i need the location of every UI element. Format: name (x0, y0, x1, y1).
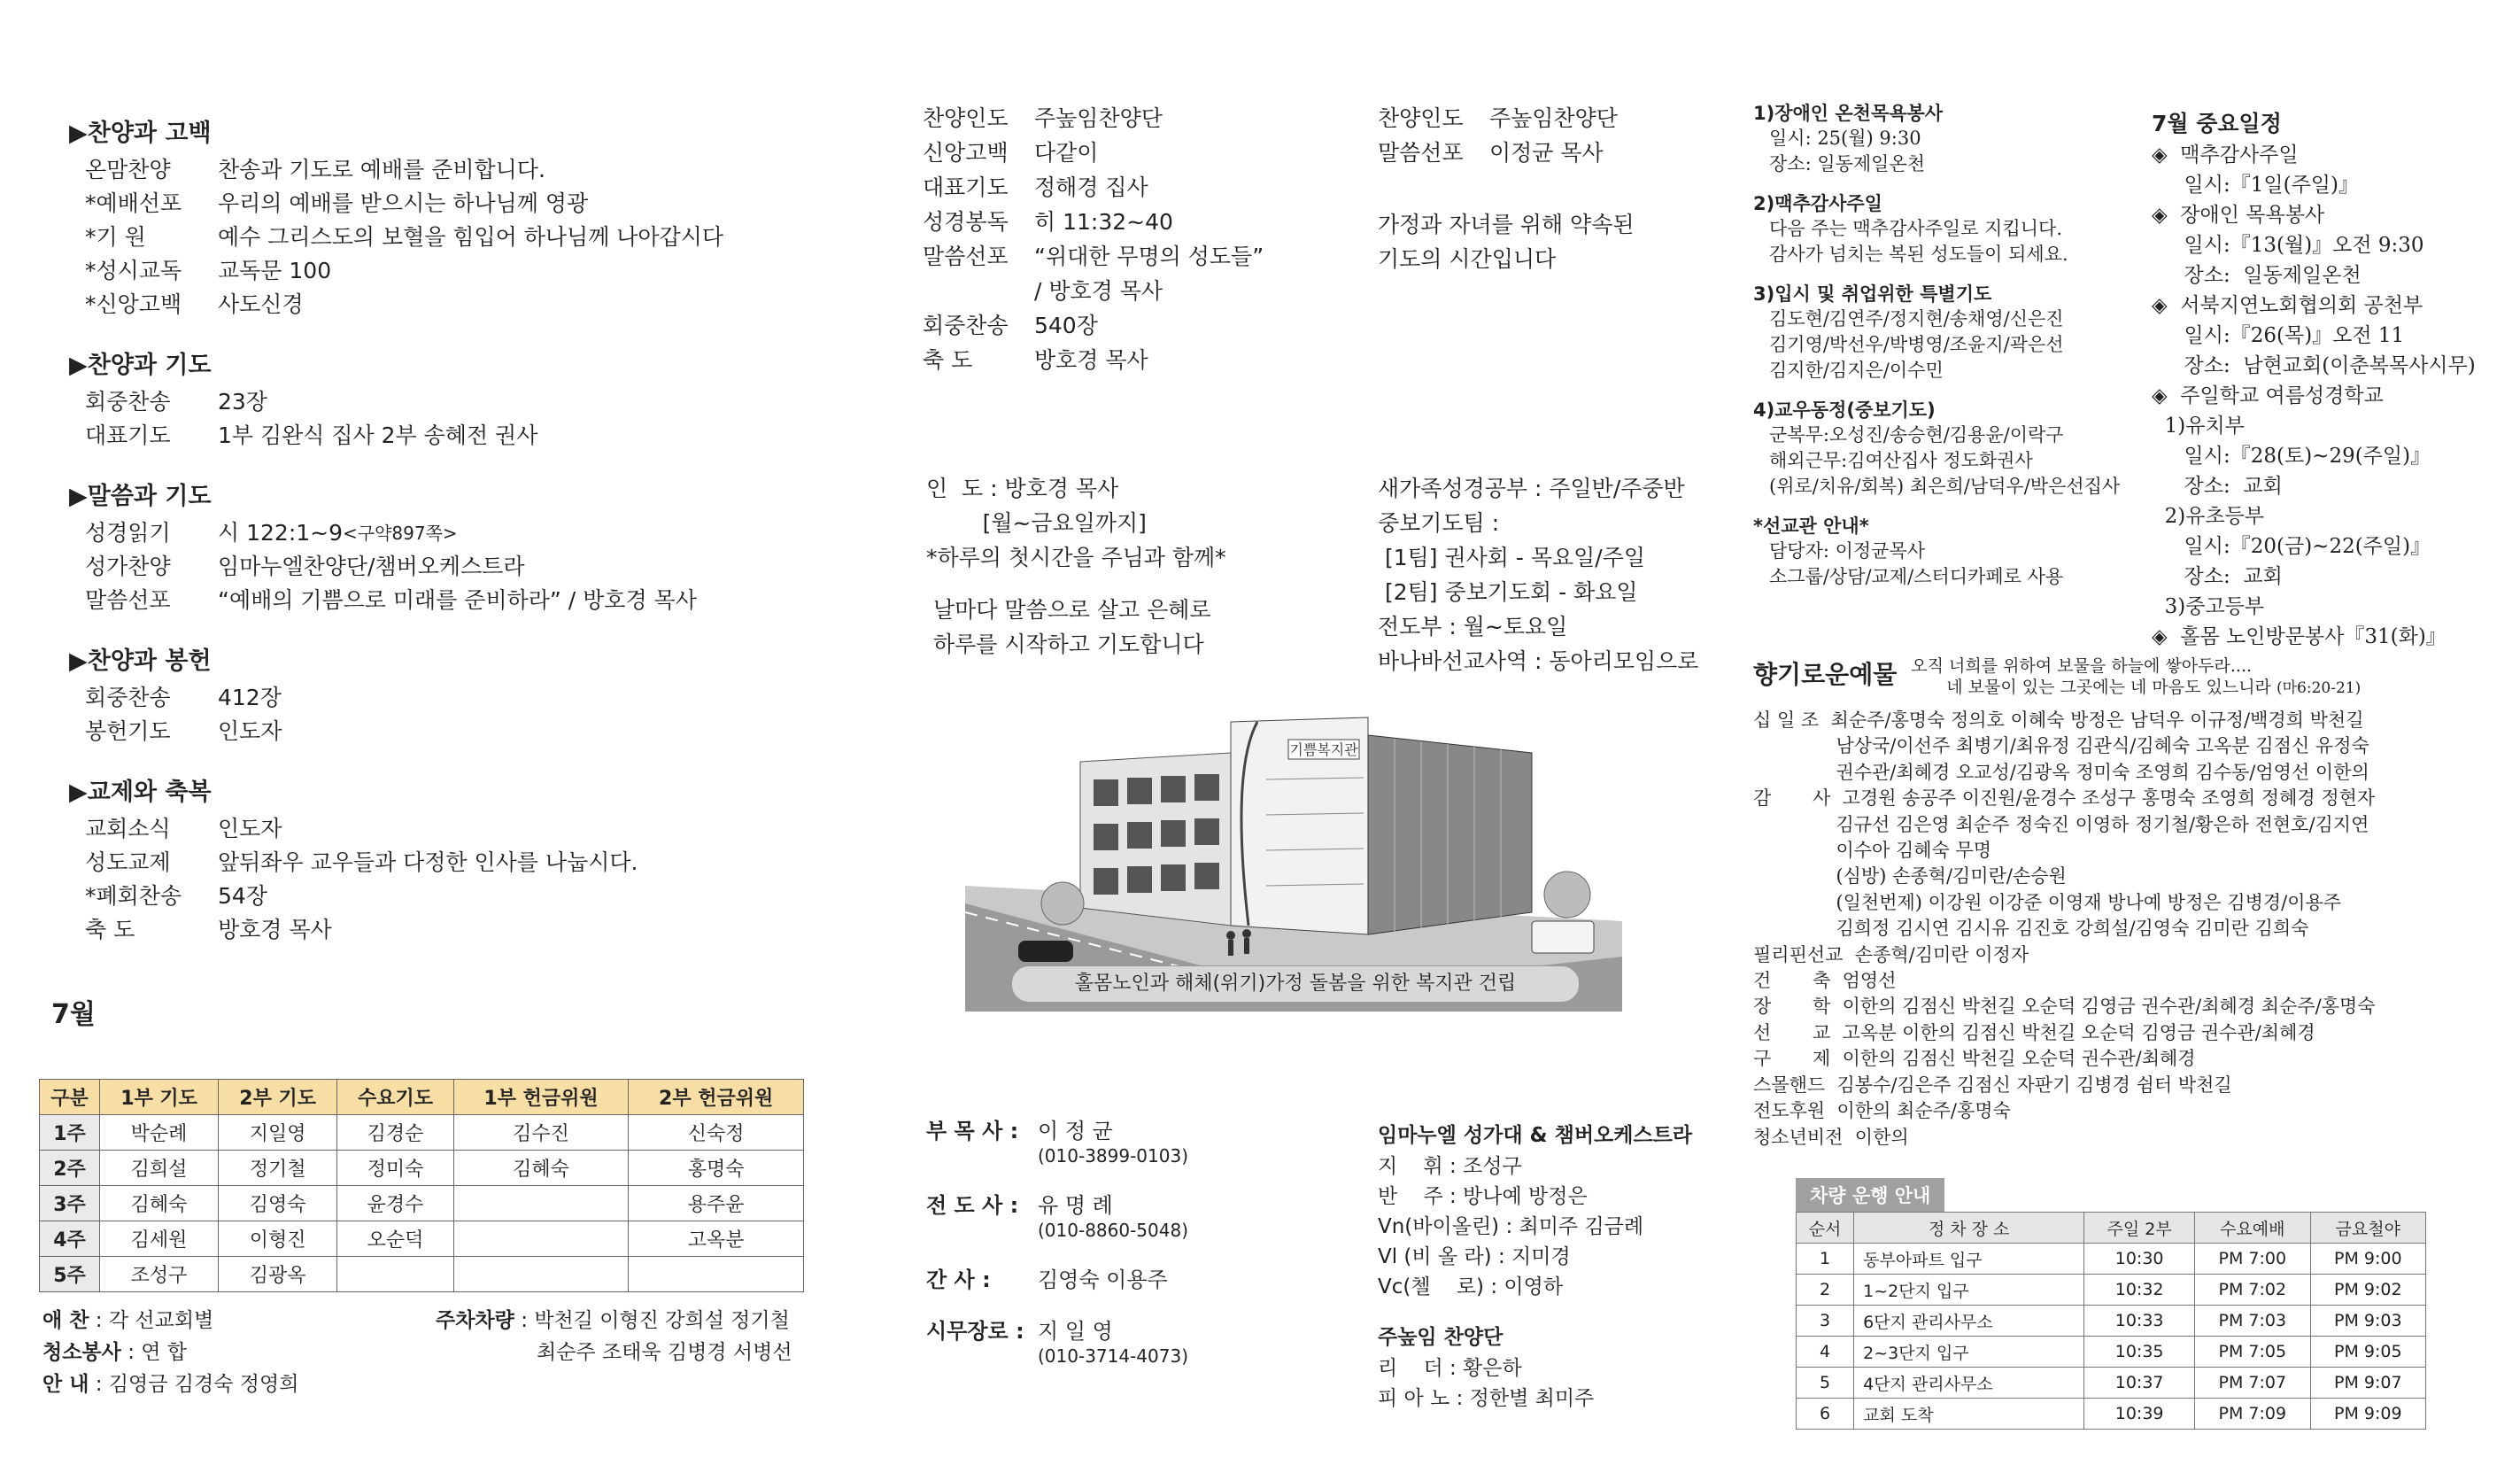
news-line: 감사가 넘치는 복된 성도들이 되세요. (1769, 244, 2068, 265)
bus-cell: 6단지 관리사무소 (1854, 1306, 2084, 1337)
bus-row (1797, 1399, 2426, 1430)
offering-verse: 오직 너희를 위하여 보물을 하늘에 쌓아두라.... (1911, 656, 2253, 676)
footer-value: : 각 선교회별 (95, 1309, 214, 1332)
duty-cell: 박순례 (100, 1115, 219, 1151)
church-news (1753, 99, 2125, 590)
order-row (69, 221, 723, 254)
offering-line: 구 제 이한의 김점신 박천길 오순덕 권수관/최혜경 (1753, 1048, 2196, 1070)
schedule-line: 장소: 교회 (2152, 475, 2283, 498)
order-row (923, 170, 1264, 205)
duty-cell: 김희설 (100, 1151, 219, 1186)
offering-line: 감 사 고경원 송공주 이진원/윤경수 조성구 홍명숙 조영희 정혜경 정현자 (1753, 787, 2376, 810)
order-value: 23장 (218, 389, 267, 415)
duty-cell: 홍명숙 (629, 1151, 804, 1186)
offering-line: 선 교 고옥분 이한의 김점신 박천길 오순덕 김영금 권수관/최혜경 (1753, 1021, 2315, 1043)
order-row (923, 205, 1264, 239)
staff-role: 부 목 사 : (926, 1119, 1019, 1143)
offering-line: 이수아 김혜숙 무명 (1753, 840, 1992, 862)
bus-cell: 10:35 (2084, 1337, 2195, 1368)
offering-line: 김희정 김시연 김시유 김진호 강희설/김영숙 김미란 김희숙 (1753, 918, 2309, 940)
july-schedule (2152, 108, 2476, 652)
praise-team-title: 주높임 찬양단 (1378, 1326, 1503, 1349)
staff-entry (926, 1192, 1188, 1242)
duty-cell: 이형진 (219, 1221, 337, 1257)
duty-header: 2부 헌금위원 (629, 1080, 804, 1115)
order-value: 주높임찬양단 (1489, 105, 1618, 131)
bus-table (1796, 1212, 2426, 1430)
shuttle-bus-schedule (1796, 1178, 2426, 1430)
bus-cell: PM 7:03 (2195, 1306, 2310, 1337)
duty-cell (453, 1257, 629, 1292)
worship-section (69, 345, 537, 453)
offering-title: 향기로운예물 (1753, 660, 1898, 689)
schedule-line: 장소: 남현교회(이춘복목사시무) (2152, 354, 2476, 377)
duty-cell: 김경순 (337, 1115, 454, 1151)
duty-cell: 김혜숙 (453, 1151, 629, 1186)
order-label: 대표기도 (923, 174, 1009, 200)
duty-cell: 정미숙 (337, 1151, 454, 1186)
staff-entry (926, 1318, 1188, 1368)
bus-header: 정 차 장 소 (1854, 1213, 2084, 1244)
staff-name: 김영숙 이용주 (1038, 1267, 1168, 1292)
dawn-prayer-info (926, 471, 1226, 662)
duty-cell: 김영숙 (219, 1186, 337, 1221)
order-row (69, 419, 537, 453)
order-label: 신앙고백 (923, 140, 1009, 166)
order-row (69, 254, 723, 288)
bus-cell: 10:37 (2084, 1368, 2195, 1399)
staff-line (926, 1267, 1188, 1293)
news-title: *선교관 안내* (1753, 515, 1869, 537)
duty-cell: 용주윤 (629, 1186, 804, 1221)
order-row (1378, 101, 1618, 136)
duty-cell: 김광옥 (219, 1257, 337, 1292)
dawn-line: 날마다 말씀으로 살고 은혜로 (926, 597, 1211, 623)
schedule-line: 일시:『1일(주일)』 (2152, 174, 2359, 197)
section-title: ▶찬양과 고백 (69, 120, 212, 147)
order-row (923, 136, 1264, 170)
duty-cell: 김혜숙 (100, 1186, 219, 1221)
order-row (69, 681, 282, 715)
schedule-line: 일시:『13(월)』오전 9:30 (2152, 234, 2424, 257)
bus-cell: 1~2단지 입구 (1854, 1275, 2084, 1306)
bus-cell: PM 7:09 (2195, 1399, 2310, 1430)
staff-list (926, 1118, 1188, 1392)
staff-phone: (010-3899-0103) (1038, 1145, 1189, 1167)
afternoon-service-order (1378, 101, 1618, 170)
duty-cell: 김수진 (453, 1115, 629, 1151)
staff-line (926, 1192, 1188, 1219)
order-row (69, 880, 638, 913)
staff-line (926, 1318, 1188, 1345)
duty-roster-table (39, 1079, 804, 1292)
worship-section (69, 641, 282, 748)
dawn-line: *하루의 첫시간을 주님과 함께* (926, 545, 1226, 570)
order-value: 히 11:32~40 (1034, 209, 1173, 235)
staff-name: 지 일 영 (1038, 1319, 1113, 1344)
order-label: 교회소식 (85, 816, 171, 841)
offering-list (1753, 655, 2506, 1151)
schedule-title: 7월 중요일정 (2152, 111, 2282, 136)
order-label: 회중찬송 (85, 685, 171, 710)
order-value: 우리의 예배를 받으시는 하나님께 영광 (218, 190, 589, 216)
bus-header: 수요예배 (2195, 1213, 2310, 1244)
group-line: [2팀] 중보기도회 - 화요일 (1378, 579, 1638, 605)
month-title: 7월 (51, 999, 96, 1030)
duty-cell (629, 1257, 804, 1292)
order-value: 54장 (218, 883, 267, 909)
welfare-center-illustration (965, 700, 1622, 1012)
section-title: ▶말씀과 기도 (69, 483, 212, 510)
order-value: 인도자 (218, 816, 282, 841)
choir-line: Vl (비 올 라) : 지미경 (1378, 1245, 1571, 1268)
order-note: <구약897쪽> (343, 523, 458, 544)
duty-header: 1부 헌금위원 (453, 1080, 629, 1115)
staff-entry (926, 1118, 1188, 1167)
duty-cell (337, 1257, 454, 1292)
order-row (923, 274, 1264, 308)
schedule-line: ◈ 서북지연노회협의회 공천부 (2152, 294, 2423, 317)
duty-row (40, 1115, 804, 1151)
bus-cell: 동부아파트 입구 (1854, 1244, 2084, 1275)
parking-label: 주차차량 (436, 1309, 514, 1332)
section-title: ▶찬양과 봉헌 (69, 647, 212, 675)
order-row (1378, 136, 1618, 170)
group-line: 전도부 : 월~토요일 (1378, 614, 1568, 639)
order-row (69, 715, 282, 748)
duty-cell: 정기철 (219, 1151, 337, 1186)
offering-verse-ref: (마6:20-21) (2276, 679, 2362, 697)
order-row (69, 288, 723, 322)
order-value: 다같이 (1034, 140, 1099, 166)
duty-cell: 신숙정 (629, 1115, 804, 1151)
schedule-line: 장소: 일동제일온천 (2152, 264, 2362, 287)
evening-service-order (923, 101, 1264, 377)
parking-line: : 박천길 이형진 강희설 정기철 (521, 1309, 790, 1332)
offering-line: 장 학 이한의 김점신 박천길 오순덕 김영금 권수관/최혜경 최순주/홍명숙 (1753, 996, 2376, 1018)
dawn-line (926, 575, 1226, 593)
bus-row (1797, 1368, 2426, 1399)
offering-line: (일천번제) 이강원 이강준 이영재 방나예 방정은 김병경/이용주 (1753, 891, 2342, 913)
news-line: 김지한/김지은/이수민 (1769, 360, 1944, 381)
offering-line: 스몰핸드 김봉수/김은주 김점신 자판기 김병경 쉼터 박천길 (1753, 1074, 2232, 1096)
bus-cell: 교회 도착 (1854, 1399, 2084, 1430)
duty-cell: 오순덕 (337, 1221, 454, 1257)
offering-line: 남상국/이선주 최병기/최유정 김관식/김혜숙 고옥분 김점신 유정숙 (1753, 735, 2369, 757)
order-label: 말씀선포 (1378, 140, 1464, 166)
duty-cell: 김세원 (100, 1221, 219, 1257)
duty-cell: 윤경수 (337, 1186, 454, 1221)
order-label: *예배선포 (85, 190, 182, 216)
worship-section (69, 772, 638, 947)
order-label: 말씀선포 (923, 244, 1009, 269)
news-title: 2)맥추감사주일 (1753, 193, 1882, 214)
news-line: 소그룹/상담/교제/스터디카페로 사용 (1769, 566, 2064, 587)
schedule-line: ◈ 장애인 목욕봉사 (2152, 204, 2325, 227)
news-line: 담당자: 이정균목사 (1769, 540, 1926, 562)
order-row (69, 846, 638, 880)
order-label: 성경읽기 (85, 520, 171, 546)
group-line: 중보기도팀 : (1378, 510, 1500, 536)
order-row (69, 584, 697, 617)
offering-line: 필리핀선교 손종혁/김미란 이정자 (1753, 943, 2029, 965)
building-sign-text: 기쁨복지관 (1289, 741, 1358, 758)
footer-value: : 김영금 김경숙 정영희 (95, 1373, 299, 1396)
bus-cell: PM 9:00 (2310, 1244, 2425, 1275)
order-row (923, 239, 1264, 274)
order-row (69, 187, 723, 221)
bus-row (1797, 1337, 2426, 1368)
order-row (69, 550, 697, 584)
staff-name: 유 명 례 (1038, 1193, 1113, 1218)
schedule-line: 3)중고등부 (2152, 595, 2265, 618)
bus-cell: 2 (1797, 1275, 1854, 1306)
schedule-line: ◈ 홀몸 노인방문봉사『31(화)』 (2152, 625, 2447, 648)
order-label: 찬양인도 (923, 105, 1009, 131)
news-line: 장소: 일동제일온천 (1769, 153, 1926, 174)
order-row (69, 385, 537, 419)
order-label: 봉헌기도 (85, 718, 171, 744)
offering-line: 청소년비전 이한의 (1753, 1126, 1909, 1148)
order-label: *폐회찬송 (85, 883, 182, 909)
order-row (923, 343, 1264, 377)
bus-cell: 2~3단지 입구 (1854, 1337, 2084, 1368)
bus-header: 금요철야 (2310, 1213, 2425, 1244)
duty-header: 수요기도 (337, 1080, 454, 1115)
bus-cell: 3 (1797, 1306, 1854, 1337)
order-row (69, 913, 638, 947)
order-label: 회중찬송 (923, 313, 1009, 338)
order-row (923, 101, 1264, 136)
praise-line: 피 아 노 : 정한별 최미주 (1378, 1387, 1595, 1410)
duty-header: 1부 기도 (100, 1080, 219, 1115)
bus-header: 주일 2부 (2084, 1213, 2195, 1244)
parking-duty (436, 1305, 792, 1368)
footer-label: 청소봉사 (43, 1341, 121, 1364)
order-row (69, 516, 697, 550)
offering-line: 건 축 엄영선 (1753, 970, 1897, 992)
order-value: 시 122:1~9 (218, 520, 343, 546)
duty-cell: 고옥분 (629, 1221, 804, 1257)
building-caption: 홀몸노인과 해체(위기)가정 돌봄을 위한 복지관 건립 (1011, 965, 1580, 1003)
offering-line: (심방) 손종혁/김미란/손승원 (1753, 865, 2067, 888)
bus-cell: PM 7:05 (2195, 1337, 2310, 1368)
staff-role: 시무장로 : (926, 1319, 1024, 1344)
worship-section (69, 113, 723, 322)
order-label: *성시교독 (85, 258, 182, 283)
order-value: 인도자 (218, 718, 282, 744)
staff-entry (926, 1267, 1188, 1293)
order-label: 회중찬송 (85, 389, 171, 415)
staff-name: 이 정 균 (1038, 1119, 1113, 1143)
schedule-line: 일시:『28(토)~29(주일)』 (2152, 445, 2431, 468)
worship-section (69, 477, 697, 617)
news-line: 김도현/김연주/정지현/송채영/신은진 (1769, 308, 2064, 329)
group-line: 바나바선교사역 : 동아리모임으로 (1378, 648, 1699, 674)
bus-cell: PM 9:09 (2310, 1399, 2425, 1430)
offering-verse: 네 보물이 있는 그곳에는 네 마음도 있느니라 (1946, 678, 2271, 697)
bus-cell: 10:39 (2084, 1399, 2195, 1430)
bus-cell: 10:33 (2084, 1306, 2195, 1337)
order-row (69, 153, 723, 187)
praise-line: 리 더 : 황은하 (1378, 1357, 1522, 1380)
order-value: 1부 김완식 집사 2부 송혜전 권사 (218, 422, 538, 448)
duty-week: 5주 (40, 1257, 100, 1292)
group-line: 새가족성경공부 : 주일반/주중반 (1378, 476, 1685, 501)
choir-line: Vc(첼 로) : 이영하 (1378, 1275, 1564, 1298)
news-line: 해외근무:김여산집사 정도화권사 (1769, 450, 2033, 471)
dawn-line: 하루를 시작하고 기도합니다 (926, 632, 1204, 657)
order-value: 앞뒤좌우 교우들과 다정한 인사를 나눕시다. (218, 849, 638, 875)
news-line: 일시: 25(월) 9:30 (1769, 128, 1921, 149)
news-line: (위로/치유/회복) 최은희/남덕우/박은선집사 (1769, 476, 2121, 497)
bus-cell: PM 9:02 (2310, 1275, 2425, 1306)
order-value: 사도신경 (218, 291, 304, 317)
duty-week: 3주 (40, 1186, 100, 1221)
duty-week: 4주 (40, 1221, 100, 1257)
bus-cell: PM 9:03 (2310, 1306, 2425, 1337)
offering-line: 전도후원 이한의 최순주/홍명숙 (1753, 1100, 2011, 1122)
bus-cell: PM 7:07 (2195, 1368, 2310, 1399)
order-label: 성도교제 (85, 849, 171, 875)
offering-line: 십 일 조 최순주/홍명숙 정의호 이혜숙 방정은 남덕우 이규정/백경희 박천길 (1753, 709, 2364, 731)
order-value: 찬송과 기도로 예배를 준비합니다. (218, 157, 545, 182)
duty-header: 2부 기도 (219, 1080, 337, 1115)
order-row (69, 812, 638, 846)
bus-row (1797, 1244, 2426, 1275)
footer-value: : 연 합 (128, 1341, 187, 1364)
order-value: 주높임찬양단 (1034, 105, 1163, 131)
duty-header: 구분 (40, 1080, 100, 1115)
duty-cell: 지일영 (219, 1115, 337, 1151)
order-label (923, 274, 1034, 308)
duty-cell (453, 1186, 629, 1221)
schedule-line: 장소: 교회 (2152, 565, 2283, 588)
duty-week: 1주 (40, 1115, 100, 1151)
choir-line: Vn(바이올린) : 최미주 김금례 (1378, 1215, 1644, 1238)
order-row (923, 308, 1264, 343)
staff-phone: (010-8860-5048) (1038, 1220, 1189, 1241)
bus-cell: 4단지 관리사무소 (1854, 1368, 2084, 1399)
bus-cell: PM 7:00 (2195, 1244, 2310, 1275)
duty-row (40, 1257, 804, 1292)
order-label: 성경봉독 (923, 209, 1009, 235)
duty-row (40, 1151, 804, 1186)
bus-row (1797, 1306, 2426, 1337)
order-label: 온맘찬양 (85, 157, 171, 182)
bus-header: 순서 (1797, 1213, 1854, 1244)
news-line: 김기영/박선우/박병영/조윤지/곽은선 (1769, 334, 2064, 355)
duty-cell: 조성구 (100, 1257, 219, 1292)
schedule-line: 일시:『26(목)』오전 11 (2152, 324, 2405, 347)
order-value: 정해경 집사 (1034, 174, 1148, 200)
schedule-line: 일시:『20(금)~22(주일)』 (2152, 535, 2431, 558)
family-prayer-note (1378, 207, 1635, 276)
staff-role: 전 도 사 : (926, 1193, 1019, 1218)
bus-cell: 1 (1797, 1244, 1854, 1275)
order-value: 방호경 목사 (1034, 347, 1148, 373)
dawn-line: 인 도 : 방호경 목사 (926, 476, 1119, 501)
order-value: “위대한 무명의 성도들” (1034, 244, 1264, 269)
bus-cell: 10:30 (2084, 1244, 2195, 1275)
ministry-groups (1378, 471, 1698, 678)
duty-week: 2주 (40, 1151, 100, 1186)
order-value: 예수 그리스도의 보혈을 힘입어 하나님께 나아갑시다 (218, 224, 724, 250)
news-line: 군복무:오성진/송승현/김용윤/이락구 (1769, 424, 2064, 446)
footer-label: 안 내 (43, 1373, 89, 1396)
bus-cell: PM 9:07 (2310, 1368, 2425, 1399)
section-title: ▶교제와 축복 (69, 779, 212, 806)
footer-label: 애 찬 (43, 1309, 89, 1332)
family-line: 기도의 시간입니다 (1378, 246, 1557, 272)
order-label: 성가찬양 (85, 554, 171, 579)
section-title: ▶찬양과 기도 (69, 352, 212, 379)
choir-title: 임마누엘 성가대 & 챔버오케스트라 (1378, 1124, 1693, 1147)
choir-line: 반 주 : 방나예 방정은 (1378, 1185, 1588, 1208)
order-label: 축 도 (923, 347, 973, 373)
schedule-line: ◈ 맥추감사주일 (2152, 143, 2299, 167)
order-value: 이정균 목사 (1489, 140, 1604, 166)
order-value: 임마누엘찬양단/챔버오케스트라 (218, 554, 525, 579)
staff-line (926, 1118, 1188, 1144)
staff-phone: (010-3714-4073) (1038, 1345, 1189, 1367)
service-duty-footer (43, 1305, 298, 1400)
choir-line: 지 휘 : 조성구 (1378, 1155, 1522, 1178)
order-label: *기 원 (85, 224, 146, 250)
staff-role: 간 사 : (926, 1267, 991, 1292)
dawn-line: [월~금요일까지] (926, 510, 1147, 536)
bus-cell: 4 (1797, 1337, 1854, 1368)
bus-cell: 6 (1797, 1399, 1854, 1430)
bus-row (1797, 1275, 2426, 1306)
parking-line: 최순주 조태욱 김병경 서병선 (537, 1341, 792, 1364)
bus-cell: 5 (1797, 1368, 1854, 1399)
news-title: 1)장애인 온천목욕봉사 (1753, 103, 1944, 124)
duty-row (40, 1186, 804, 1221)
order-value: 540장 (1034, 313, 1098, 338)
order-label: 축 도 (85, 917, 135, 942)
choir-info (1378, 1120, 1692, 1414)
offering-line: 권수관/최혜경 오교성/김광옥 정미숙 조영희 김수동/엄영선 이한의 (1753, 761, 2369, 783)
order-label: 대표기도 (85, 422, 171, 448)
bus-title: 차량 운행 안내 (1796, 1178, 1944, 1212)
duty-row (40, 1221, 804, 1257)
news-title: 4)교우동정(중보기도) (1753, 399, 1936, 421)
news-line: 다음 주는 맥추감사주일로 지킵니다. (1769, 218, 2062, 239)
order-value: 412장 (218, 685, 282, 710)
order-label: 찬양인도 (1378, 105, 1464, 131)
order-label: *신앙고백 (85, 291, 182, 317)
order-value: 방호경 목사 (218, 917, 332, 942)
order-value: “예배의 기쁨으로 미래를 준비하라” / 방호경 목사 (218, 587, 697, 613)
bus-cell: 10:32 (2084, 1275, 2195, 1306)
duty-cell (453, 1221, 629, 1257)
schedule-line: 2)유초등부 (2152, 505, 2265, 528)
bus-cell: PM 9:05 (2310, 1337, 2425, 1368)
family-line: 가정과 자녀를 위해 약속된 (1378, 212, 1635, 237)
news-title: 3)입시 및 취업위한 특별기도 (1753, 283, 1992, 305)
bus-cell: PM 7:02 (2195, 1275, 2310, 1306)
offering-line: 김규선 김은영 최순주 정숙진 이영하 정기철/황은하 전현호/김지연 (1753, 813, 2369, 835)
schedule-line: ◈ 주일학교 여름성경학교 (2152, 384, 2384, 407)
order-value: / 방호경 목사 (1034, 278, 1163, 304)
schedule-line: 1)유치부 (2152, 415, 2245, 438)
order-label: 말씀선포 (85, 587, 171, 613)
group-line: [1팀] 권사회 - 목요일/주일 (1378, 545, 1645, 570)
order-value: 교독문 100 (218, 258, 332, 283)
